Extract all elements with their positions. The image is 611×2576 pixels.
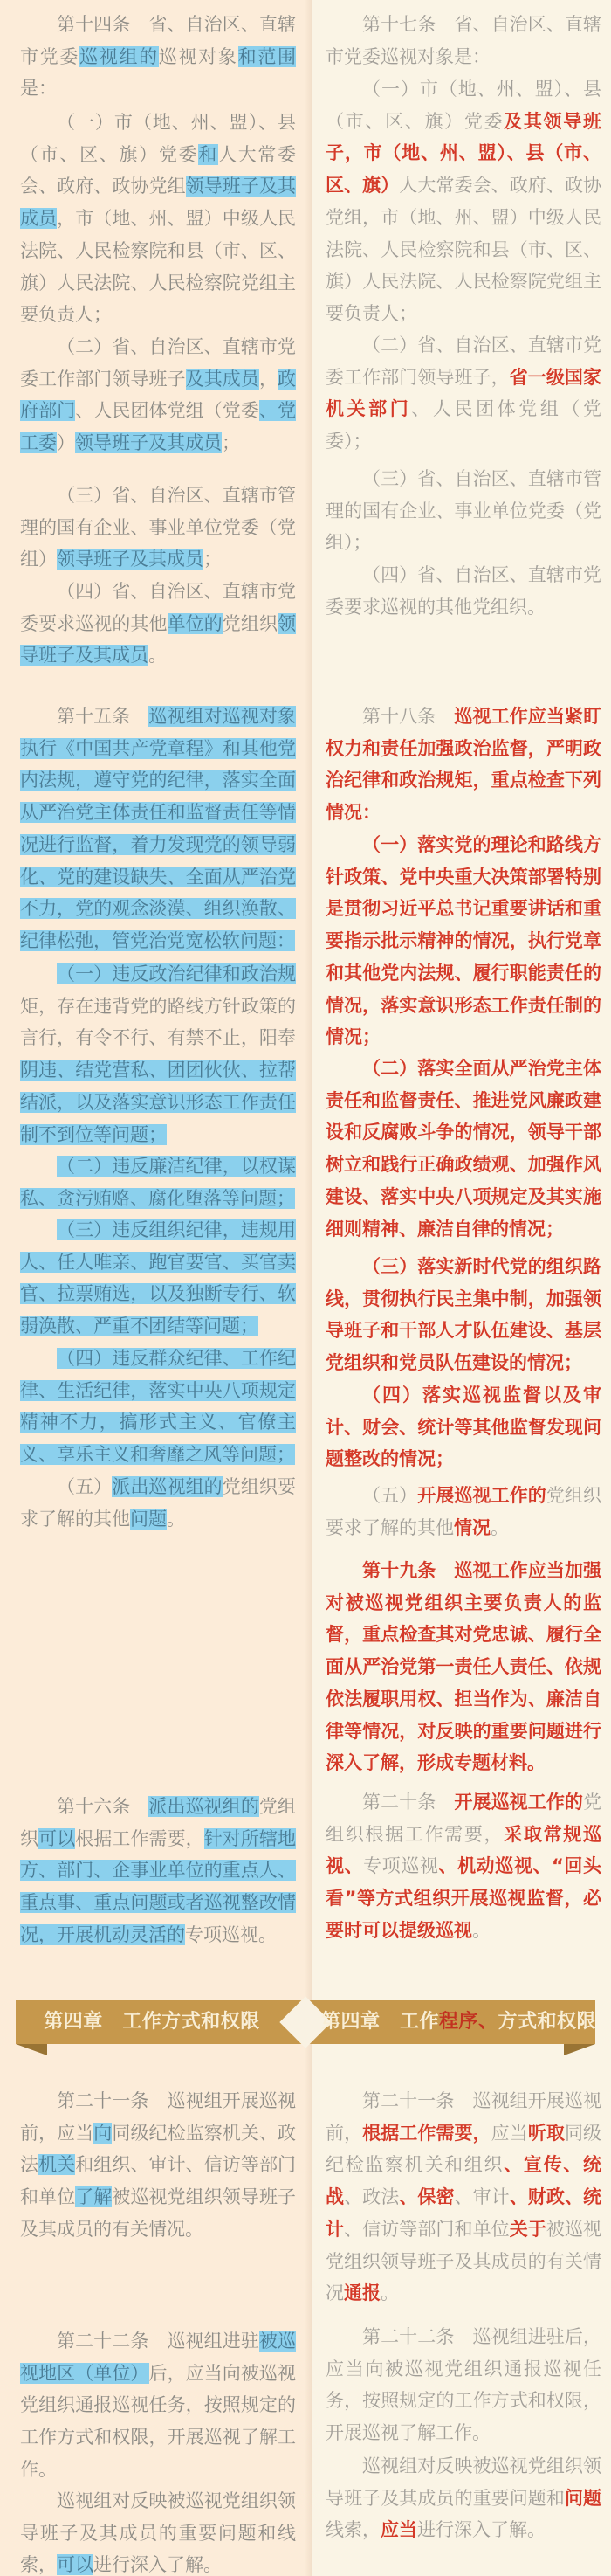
text-run: 第二十一条 巡视组开展巡视前，: [326, 2090, 601, 2144]
text-run: 。: [491, 1516, 509, 1538]
article-paragraph: [326, 1379, 601, 1475]
added-text-emphasis: 根据工作需要，: [362, 2122, 491, 2144]
text-run: 。: [472, 1919, 491, 1941]
article-paragraph: [326, 2085, 601, 2310]
deleted-text-highlight: （二）违反廉洁纪律，以权谋私、贪污贿赂、腐化堕落等问题；: [20, 1156, 296, 1209]
added-text-emphasis: 巡视工作应当紧盯权力和责任加强政治监督，严明政治纪律和政治规矩，重点检查下列情况：: [326, 706, 602, 824]
article-paragraph: [326, 701, 601, 829]
text-run: ；: [203, 549, 222, 570]
deleted-text-highlight: 阴违、结党营私、团团伙伙、拉帮结派，以及落实意识形态工作责任制不到位等问题；: [20, 1060, 296, 1145]
text-run: （一）市（地、州、盟）、县（市、区、旗）党委: [20, 112, 296, 165]
text-run: 后，应当向被巡视党组织通报巡视任务，按照规定的工作方式和权限，开展巡视了解工作。: [20, 2362, 296, 2480]
text-run: ；: [222, 432, 240, 454]
text-run: 是：: [20, 78, 57, 100]
text-run: 和组织、审计、信访等部门和单位: [20, 2154, 297, 2208]
article-paragraph: [326, 559, 601, 623]
deleted-text-highlight: 派出巡视组的: [148, 1796, 259, 1817]
text-run: 专项巡视: [363, 1855, 439, 1877]
text-run: 。: [167, 1508, 185, 1530]
text-run: 第十八条: [362, 706, 455, 727]
added-text-emphasis: 开展巡视工作的: [417, 1485, 546, 1506]
deleted-text-highlight: （四）违反群众纪律、工作纪律、生活纪律，落实中央八项规定精神不力，搞形式主义、官僚主义、享乐主义和奢靡之风等问题；: [20, 1348, 296, 1466]
text-run: 、信访等部门和单位: [344, 2218, 510, 2240]
deleted-text-highlight: 被巡视地区（单位）: [20, 2331, 297, 2384]
deleted-text-highlight: 可以: [38, 1827, 76, 1849]
text-run: 党组织要求了解的其他: [326, 1485, 602, 1538]
text-run: （四）省、自治区、直辖市党委要求巡视的其他党组织。: [326, 564, 601, 618]
added-text-emphasis: （四）落实巡视监督以及审计、财会、统计等其他监督发现问题整改的情况；: [326, 1385, 601, 1470]
added-text-emphasis: 应当: [381, 2519, 417, 2541]
added-text-emphasis: 、宣传、统战: [326, 2154, 602, 2208]
deleted-text-highlight: 及其成员: [185, 368, 259, 390]
text-run: ，: [258, 368, 278, 390]
deleted-text-highlight: 、党工委: [20, 400, 297, 454]
article-paragraph: [326, 2450, 601, 2546]
text-run: 专项巡视。: [185, 1923, 277, 1945]
text-run: 第十六条: [57, 1796, 149, 1817]
article-paragraph: [326, 9, 601, 73]
text-run: 被巡视党组织领导班子及其成员的有关情况。: [20, 2186, 297, 2240]
text-run: （五）: [362, 1485, 418, 1506]
deleted-text-highlight: （一）违反政治纪律和政治规: [57, 963, 296, 984]
deleted-text-highlight: 可以: [57, 2554, 93, 2576]
text-run: ）: [57, 432, 75, 454]
text-run: 被巡视党组织领导班子及其成员的有关情况: [326, 2218, 602, 2304]
deleted-text-highlight: 单位的: [167, 612, 223, 634]
text-run: 巡视组对反映被巡视党组织领导班子及其成员的重要问题和: [326, 2455, 601, 2509]
text-run: 同级纪检监察机关和组织: [326, 2122, 602, 2176]
text-run: 第二十条: [362, 1792, 455, 1813]
text-run: 党组织: [20, 1796, 297, 1849]
banner-text-run: 第四章 工作: [321, 2011, 440, 2033]
deleted-text-highlight: 机关: [38, 2154, 76, 2176]
text-run: 巡视组对反映被巡视党组织领导班子及其成员的重要问题和线索，: [20, 2490, 296, 2576]
text-run: 第十七条 省、自治区、直辖市党委巡视对象是：: [326, 14, 601, 67]
text-run: 第二十二条 巡视组进驻后，应当向被巡视党组织通报巡视任务，按照规定的工作方式和权限，开展巡视了解工作。: [326, 2326, 601, 2444]
added-text-emphasis: （三）落实新时代党的组织路线，贯彻执行民主集中制，加强领导班子和干部人才队伍建设、基层党组织和党员队伍建设的情况；: [326, 1256, 601, 1374]
text-run: 、人民团体党组（党委）；: [326, 398, 602, 452]
banner-text-emphasis: 程序、: [439, 2011, 498, 2033]
text-run: 矩，存在违背党的路线方针政策的言行，有令不行、有禁不止，阳奉: [20, 995, 296, 1049]
text-run: 人大常委会、政府、政协党组，市（地、州、盟）中级人民法院、人民检察院和县（市、区、旗）人民法院、人民检察院党组主要负责人；: [326, 175, 602, 324]
added-text-emphasis: 听取: [527, 2122, 565, 2144]
deleted-text-highlight: 问题: [130, 1508, 167, 1530]
deleted-text-highlight: 领导班子及其成员: [57, 549, 203, 570]
text-run: 同级纪检监察机关、政法: [20, 2122, 297, 2176]
added-text-emphasis: 关于: [509, 2218, 546, 2240]
deleted-text-highlight: 巡视组对巡视对象执行《中国共产党章程》和其他党内法规，遵守党的纪律，落实全面从严治党主体责任和监督责任等情况进行监督，着力发现党的领导弱化、党的建设缺失、全面从严治党不力，党的观念淡漠、组织涣散、纪律松弛，管党治党宽松软问题：: [20, 706, 297, 951]
chapter-title-new: [321, 2000, 595, 2044]
added-text-emphasis: 、机动巡视、“回头看”等方式组织开展巡视监督，必要时可以提级巡视: [326, 1855, 601, 1941]
deleted-text-highlight: （三）违反组织纪律，违规用人、任人唯亲、跑官要官、买官卖官、拉票贿选，以及独断专行、软弱涣散、严重不团结等问题；: [20, 1219, 296, 1337]
text-run: 。: [381, 2282, 399, 2304]
text-run: 第十五条: [57, 706, 149, 727]
text-run: （三）省、自治区、直辖市管理的国有企业、事业单位党委（党组）: [20, 485, 296, 570]
text-run: 党组织要求了解的其他: [20, 1476, 296, 1530]
deleted-text-highlight: 政府部门: [20, 368, 297, 422]
text-run: 。: [148, 645, 167, 666]
added-text-emphasis: 采取常规巡视、: [326, 1823, 602, 1877]
text-run: （二）省、自治区、直辖市党委工作部门领导班子，: [326, 335, 601, 388]
deleted-text-highlight: 向: [93, 2122, 113, 2144]
text-run: （五）: [57, 1476, 113, 1497]
article-paragraph: [326, 1555, 601, 1779]
added-text-emphasis: 开展巡视工作的: [454, 1792, 584, 1813]
article-paragraph: [326, 2321, 601, 2449]
added-text-emphasis: 问题: [564, 2487, 602, 2509]
text-run: 根据工作需要，: [75, 1827, 204, 1849]
text-run: 进行深入了解。: [93, 2554, 222, 2576]
text-run: 、审计: [454, 2186, 510, 2208]
deleted-text-highlight: 领导班子及其成员: [75, 432, 222, 454]
text-run: 第十四条 省、自治区、直辖市党委: [20, 14, 296, 67]
deleted-text-highlight: 领导班子及其成员: [20, 612, 297, 666]
article-paragraph: [326, 463, 601, 559]
article-paragraph: [326, 1480, 601, 1544]
text-run: 、人民团体党组（党委: [75, 400, 259, 422]
added-text-emphasis: 情况: [454, 1516, 491, 1538]
text-run: 党组织: [222, 612, 278, 634]
deleted-text-highlight: 针对所辖地方、部门、企事业单位的重点人、重点事、重点问题或者巡视整改情况，开展机动灵活的: [20, 1827, 297, 1945]
text-run: 、政法: [344, 2186, 400, 2208]
article-paragraph: [326, 1786, 601, 1947]
text-run: （三）省、自治区、直辖市管理的国有企业、事业单位党委（党组）；: [326, 468, 601, 554]
deleted-text-highlight: 和: [198, 143, 218, 165]
added-text-emphasis: 第十九条 巡视工作应当加强对被巡视党组织主要负责人的监督，重点检查其对党忠诚、履行全面从严治党第一责任人责任、依规依法履职用权、担当作为、廉洁自律等情况，对反映的重要问题进行深入了解，形成专题材料。: [326, 1560, 601, 1774]
text-run: 第二十二条 巡视组进驻: [57, 2331, 259, 2352]
text-run: （二）省、自治区、直辖市党委工作部门领导班子: [20, 336, 296, 390]
text-run: ，市（地、州、盟）中级人民法院、人民检察院和县（市、区、旗）人民法院、人民检察院党组主要负责人；: [20, 208, 297, 326]
article-paragraph: [326, 1251, 601, 1379]
banner-text-run: 方式和权限: [498, 2011, 597, 2033]
text-run: 进行深入了解。: [417, 2519, 546, 2541]
text-run: （一）市（地、州、盟）、县（市、区、旗）党委: [326, 79, 601, 132]
added-text-emphasis: （一）落实党的理论和路线方针政策、党中央重大决策部署特别是贯彻习近平总书记重要讲话和重要指示批示精神的情况，执行党章和其他党内法规、履行职能责任的情况，落实意识形态工作责任制的情况；: [326, 834, 601, 1048]
text-run: 第二十一条 巡视组开展巡视前，应当: [20, 2090, 296, 2144]
text-run: （四）省、自治区、直辖市党委要求巡视的其他: [20, 581, 296, 634]
added-text-emphasis: 、保密: [399, 2186, 455, 2208]
deleted-text-highlight: 巡视组的: [79, 45, 159, 67]
chapter-title-old: [16, 2000, 288, 2044]
added-text-emphasis: （二）落实全面从严治党主体责任和监督责任、推进党风廉政建设和反腐败斗争的情况，领导干部树立和践行正确政绩观、加强作风建设、落实中央八项规定及其实施细则精神、廉洁自律的情况；: [326, 1058, 601, 1240]
deleted-text-highlight: 了解: [75, 2186, 113, 2208]
added-text-emphasis: 及其领导班子，市（地、州、盟）、县（市、区、旗）: [326, 110, 602, 197]
deleted-text-highlight: 领导班子及其成员: [20, 176, 297, 230]
banner-text-run: 第四章 工作方式和权限: [44, 2011, 260, 2033]
text-run: 应当: [491, 2122, 528, 2144]
article-paragraph: [326, 73, 601, 330]
text-run: 线索，: [326, 2519, 381, 2541]
article-paragraph: [326, 1053, 601, 1245]
deleted-text-highlight: 和范围: [237, 45, 297, 67]
text-run: 巡视对象: [158, 45, 238, 67]
text-run: 人大常委会、政府、政协党组: [20, 143, 297, 197]
added-text-emphasis: 通报: [344, 2282, 381, 2304]
deleted-text-highlight: 派出巡视组的: [112, 1476, 223, 1497]
added-text-emphasis: 省一级国家机关部门: [326, 366, 602, 420]
article-paragraph: [326, 329, 601, 458]
added-text-emphasis: 、财政、统计: [326, 2186, 602, 2240]
article-paragraph: [326, 829, 601, 1053]
text-run: 党组织根据工作需要，: [326, 1792, 602, 1845]
